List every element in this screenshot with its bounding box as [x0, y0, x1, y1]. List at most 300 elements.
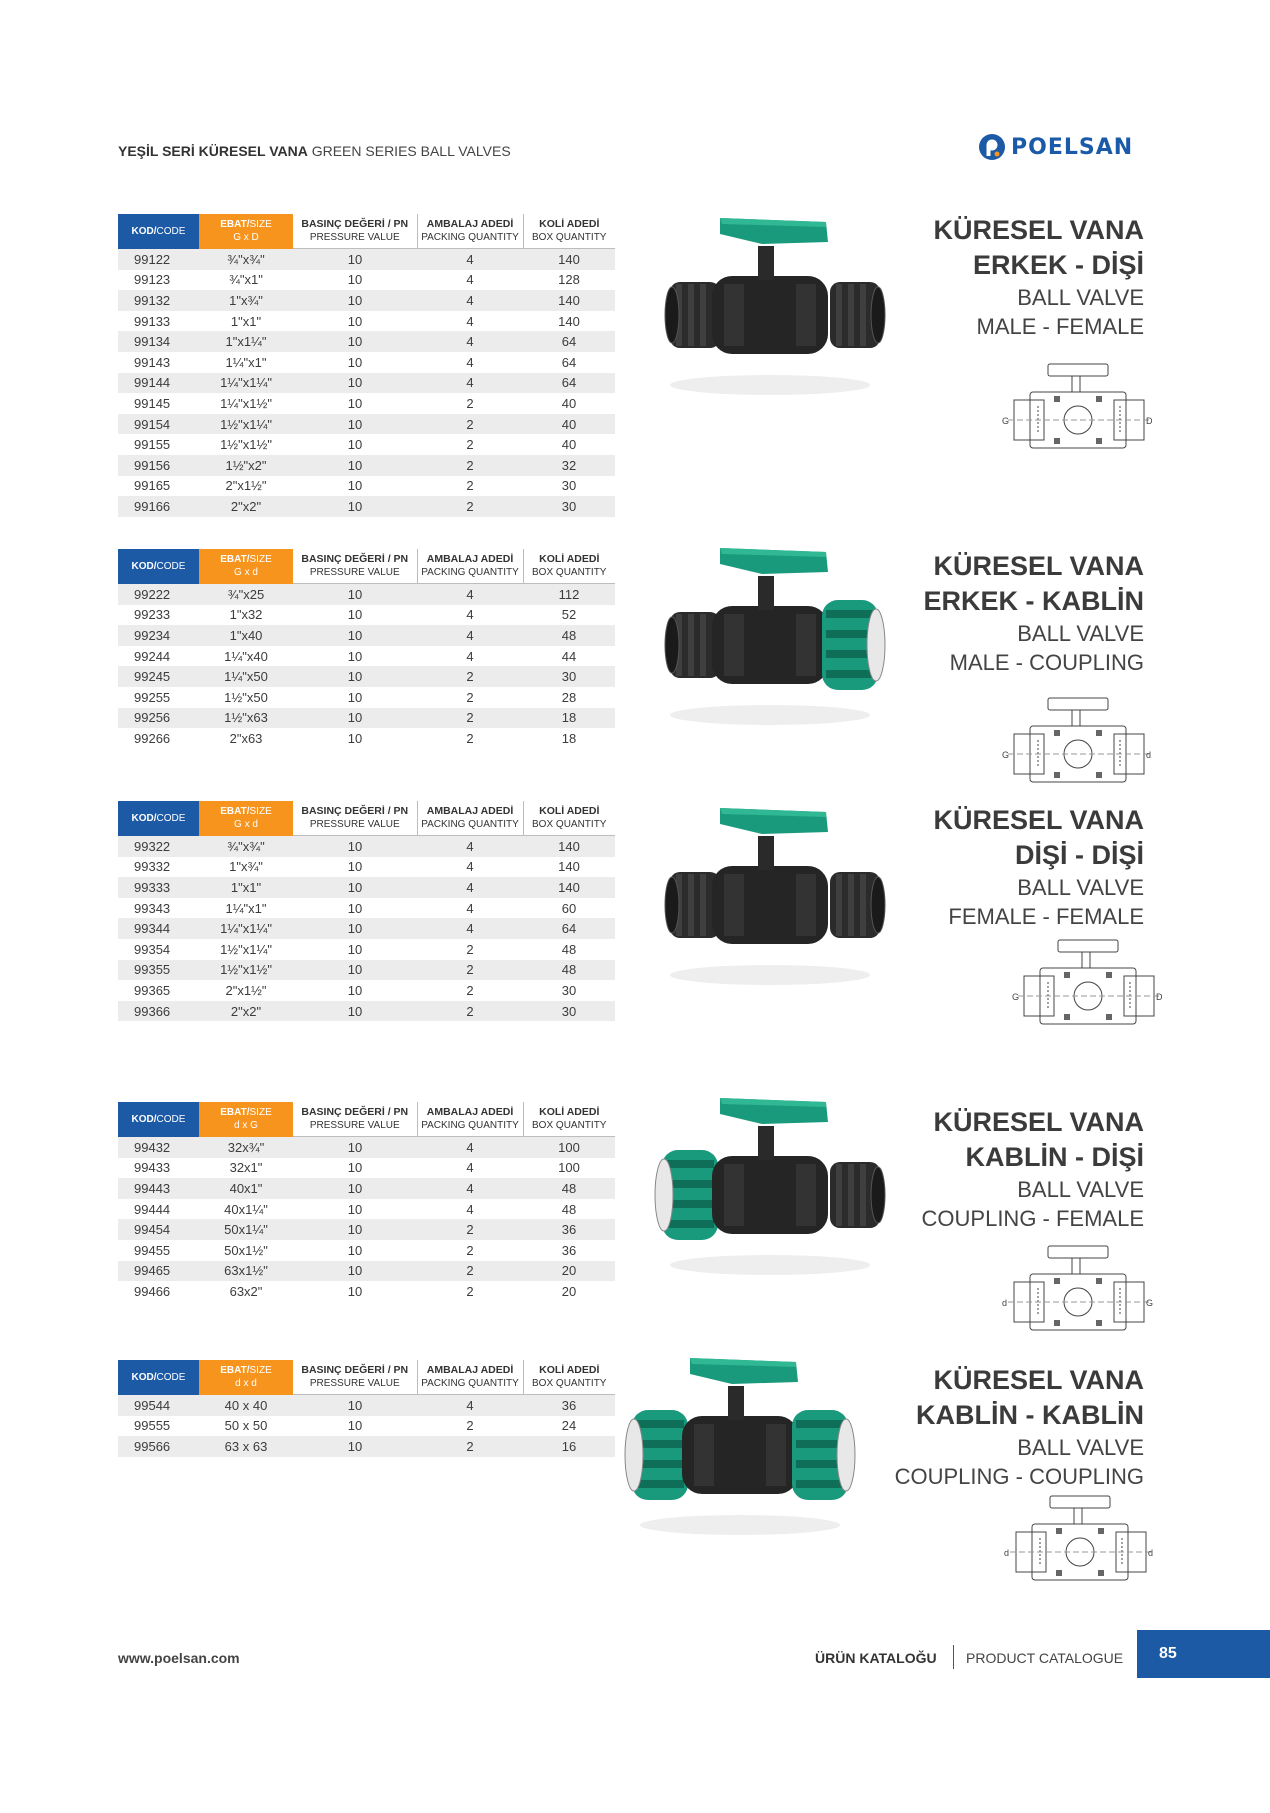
- cell-code: 99443: [118, 1178, 199, 1199]
- cell-size: 1"x1": [230, 313, 262, 329]
- cell-packing: 4: [466, 648, 474, 664]
- drawing-label-right: d: [1146, 750, 1152, 760]
- table-row: [118, 939, 615, 960]
- cell-code: 99322: [118, 836, 199, 857]
- cell-packing: 4: [417, 584, 523, 605]
- table-row: [118, 1137, 615, 1158]
- table-row: [118, 1178, 615, 1199]
- cell-code: 99555: [134, 1418, 171, 1434]
- table-header-row: [118, 549, 615, 584]
- product-subtitle-line1: BALL VALVE: [1017, 875, 1144, 900]
- cell-size: 1¼"x1": [225, 354, 267, 370]
- cell-box: 24: [561, 1418, 577, 1434]
- cell-code: 99332: [134, 859, 171, 875]
- technical-drawing: [1012, 938, 1163, 1033]
- cell-box: 64: [523, 331, 615, 352]
- cell-box: 30: [561, 478, 577, 494]
- cell-packing: 4: [417, 373, 523, 394]
- cell-pressure: 10: [293, 625, 417, 646]
- cell-size: 2"x63: [229, 730, 263, 746]
- cell-packing: 2: [466, 730, 474, 746]
- col-header-code: KOD/CODE: [118, 1360, 199, 1395]
- technical-drawing: [1002, 362, 1153, 457]
- cell-pressure: 10: [293, 331, 417, 352]
- spec-table: [118, 801, 615, 1021]
- table-row: [118, 476, 615, 497]
- cell-packing: 4: [417, 331, 523, 352]
- drawing-label-right: D: [1146, 416, 1153, 426]
- col-header-size: EBAT/SIZE G x d: [199, 801, 293, 836]
- col-header-box: KOLİ ADEDİ BOX QUANTITY: [523, 801, 615, 836]
- cell-code: 99145: [134, 395, 171, 411]
- cell-box: 52: [561, 607, 577, 623]
- cell-size: 1"x¾": [229, 859, 263, 875]
- cell-packing: 2: [466, 941, 474, 957]
- cell-packing: 4: [466, 607, 474, 623]
- cell-packing: 2: [466, 1418, 474, 1434]
- table-row: [118, 290, 615, 311]
- cell-packing: 2: [466, 689, 474, 705]
- cell-code: 99465: [118, 1261, 199, 1282]
- cell-packing: 4: [417, 877, 523, 898]
- cell-box: 36: [561, 1242, 577, 1258]
- cell-code: 99122: [118, 249, 199, 270]
- cell-box: 30: [523, 496, 615, 517]
- cell-size: 40 x 40: [199, 1395, 293, 1416]
- cell-code: 99222: [118, 584, 199, 605]
- cell-size: 2"x2": [199, 496, 293, 517]
- cell-pressure: 10: [347, 395, 363, 411]
- website-link[interactable]: www.poelsan.com: [118, 1650, 240, 1666]
- col-header-packing: AMBALAJ ADEDİ PACKING QUANTITY: [417, 549, 523, 584]
- cell-packing: 4: [466, 900, 474, 916]
- cell-packing: 4: [417, 625, 523, 646]
- cell-packing: 2: [417, 1436, 523, 1457]
- cell-box: 140: [523, 836, 615, 857]
- cell-packing: 4: [466, 354, 474, 370]
- cell-box: 16: [523, 1436, 615, 1457]
- cell-pressure: 10: [293, 836, 417, 857]
- spec-table: [118, 549, 615, 749]
- ball-valve-image: [620, 1340, 860, 1545]
- table-row: [118, 687, 615, 708]
- cell-box: 30: [523, 666, 615, 687]
- cell-code: 99256: [118, 708, 199, 729]
- cell-box: 40: [561, 437, 577, 453]
- cell-box: 48: [561, 941, 577, 957]
- cell-size: 1¼"x40: [224, 648, 268, 664]
- cell-code: 99144: [118, 373, 199, 394]
- cell-pressure: 10: [293, 1261, 417, 1282]
- cell-packing: 4: [466, 272, 474, 288]
- drawing-label-left: G: [1012, 992, 1020, 1002]
- footer-divider: [953, 1645, 954, 1669]
- cell-box: 18: [561, 730, 577, 746]
- cell-size: ¾"x¾": [199, 836, 293, 857]
- cell-packing: 4: [417, 1178, 523, 1199]
- cell-pressure: 10: [293, 708, 417, 729]
- cell-pressure: 10: [347, 1283, 363, 1299]
- size-unit: G x d: [234, 567, 258, 579]
- ball-valve-image: [650, 530, 890, 735]
- product-title: [933, 213, 1144, 341]
- col-header-pressure: BASINÇ DEĞERİ / PN PRESSURE VALUE: [293, 801, 417, 836]
- cell-pressure: 10: [293, 960, 417, 981]
- cell-pressure: 10: [293, 1395, 417, 1416]
- ball-valve-image: [650, 790, 890, 995]
- cell-pressure: 10: [293, 290, 417, 311]
- cell-box: 140: [523, 249, 615, 270]
- product-title: [922, 1105, 1144, 1233]
- cell-packing: 2: [417, 666, 523, 687]
- page-number: 85: [1137, 1630, 1270, 1678]
- product-title-line2: KABLİN - KABLİN: [916, 1400, 1144, 1430]
- table-row: [118, 1436, 615, 1457]
- cell-pressure: 10: [347, 859, 363, 875]
- cell-code: 99343: [134, 900, 171, 916]
- table-row: [118, 605, 615, 626]
- product-title-line2: DİŞİ - DİŞİ: [1014, 840, 1144, 870]
- cell-size: 50x1¼": [199, 1219, 293, 1240]
- product-title-line1: KÜRESEL VANA: [933, 215, 1144, 245]
- cell-box: 48: [523, 960, 615, 981]
- cell-pressure: 10: [347, 1242, 363, 1258]
- cell-pressure: 10: [293, 1001, 417, 1022]
- drawing-label-left: G: [1002, 416, 1010, 426]
- product-title: [895, 1363, 1144, 1491]
- table-row: [118, 455, 615, 476]
- cell-box: 30: [561, 982, 577, 998]
- product-title: [933, 803, 1144, 931]
- table-row: [118, 331, 615, 352]
- table-row: [118, 708, 615, 729]
- cell-pressure: 10: [347, 1418, 363, 1434]
- cell-box: 28: [561, 689, 577, 705]
- cell-code: 99266: [134, 730, 171, 746]
- cell-code: 99455: [134, 1242, 171, 1258]
- drawing-label-right: d: [1148, 1548, 1154, 1558]
- drawing-label-left: d: [1002, 1298, 1008, 1308]
- cell-code: 99245: [118, 666, 199, 687]
- product-subtitle-line2: COUPLING - COUPLING: [894, 1464, 1144, 1489]
- table-row: [118, 1240, 615, 1261]
- cell-size: 1"x1": [199, 877, 293, 898]
- cell-pressure: 10: [347, 900, 363, 916]
- cell-packing: 4: [417, 918, 523, 939]
- table-row: [118, 960, 615, 981]
- table-row: [118, 393, 615, 414]
- cell-box: 60: [561, 900, 577, 916]
- table-row: [118, 728, 615, 749]
- product-subtitle-line2: MALE - COUPLING: [949, 650, 1144, 675]
- col-header-packing: AMBALAJ ADEDİ PACKING QUANTITY: [417, 214, 523, 249]
- cell-code: 99365: [134, 982, 171, 998]
- cell-code: 99156: [118, 455, 199, 476]
- table-row: [118, 666, 615, 687]
- product-title-line1: KÜRESEL VANA: [933, 805, 1144, 835]
- cell-box: 20: [523, 1261, 615, 1282]
- table-row: [118, 625, 615, 646]
- product-subtitle-line2: COUPLING - FEMALE: [921, 1206, 1144, 1231]
- spec-table: [118, 1102, 615, 1302]
- col-header-packing: AMBALAJ ADEDİ PACKING QUANTITY: [417, 1102, 523, 1137]
- table-row: [118, 646, 615, 667]
- cell-pressure: 10: [293, 496, 417, 517]
- cell-pressure: 10: [293, 877, 417, 898]
- size-unit: d x G: [234, 1120, 258, 1132]
- size-unit: G x D: [233, 232, 259, 244]
- technical-drawing: [1004, 1494, 1154, 1589]
- cell-code: 99166: [118, 496, 199, 517]
- table-row: [118, 857, 615, 878]
- cell-code: 99544: [118, 1395, 199, 1416]
- table-header-row: [118, 1102, 615, 1137]
- cell-pressure: 10: [347, 1160, 363, 1176]
- table-row: [118, 1199, 615, 1220]
- drawing-label-right: G: [1146, 1298, 1154, 1308]
- cell-box: 30: [523, 1001, 615, 1022]
- size-unit: G x d: [234, 819, 258, 831]
- cell-code: 99466: [134, 1283, 171, 1299]
- cell-pressure: 10: [347, 1201, 363, 1217]
- cell-pressure: 10: [347, 478, 363, 494]
- cell-size: 1"x32: [229, 607, 263, 623]
- table-row: [118, 1395, 615, 1416]
- cell-box: 36: [523, 1395, 615, 1416]
- cell-code: 99354: [134, 941, 171, 957]
- col-header-size: EBAT/SIZE G x D: [199, 214, 293, 249]
- cell-size: 1½"x1¼": [220, 941, 272, 957]
- cell-code: 99255: [134, 689, 171, 705]
- col-header-packing: AMBALAJ ADEDİ PACKING QUANTITY: [417, 1360, 523, 1395]
- cell-pressure: 10: [347, 437, 363, 453]
- spec-table: [118, 1360, 615, 1457]
- table-row: [118, 434, 615, 455]
- cell-pressure: 10: [293, 249, 417, 270]
- cell-size: 1¼"x1¼": [199, 373, 293, 394]
- cell-pressure: 10: [293, 584, 417, 605]
- cell-pressure: 10: [293, 1436, 417, 1457]
- cell-size: 63 x 63: [199, 1436, 293, 1457]
- cell-pressure: 10: [347, 648, 363, 664]
- cell-box: 140: [523, 290, 615, 311]
- cell-box: 64: [523, 373, 615, 394]
- cell-packing: 4: [466, 1160, 474, 1176]
- cell-size: 1¼"x1¼": [199, 918, 293, 939]
- cell-pressure: 10: [347, 689, 363, 705]
- cell-size: 1¼"x1": [225, 900, 267, 916]
- poelsan-logo: [977, 132, 1133, 162]
- table-header-row: [118, 214, 615, 249]
- table-row: [118, 414, 615, 435]
- cell-box: 140: [558, 313, 580, 329]
- table-row: [118, 352, 615, 373]
- cell-box: 48: [523, 1178, 615, 1199]
- table-row: [118, 1219, 615, 1240]
- cell-pressure: 10: [293, 918, 417, 939]
- table-row: [118, 584, 615, 605]
- product-title-line1: KÜRESEL VANA: [933, 1107, 1144, 1137]
- col-header-box: KOLİ ADEDİ BOX QUANTITY: [523, 1102, 615, 1137]
- cell-packing: 4: [417, 1137, 523, 1158]
- cell-size: 32x1": [229, 1160, 263, 1176]
- cell-packing: 2: [417, 496, 523, 517]
- series-title: [118, 143, 511, 159]
- cell-box: 36: [523, 1219, 615, 1240]
- cell-packing: 2: [466, 478, 474, 494]
- product-title-line1: KÜRESEL VANA: [933, 551, 1144, 581]
- cell-packing: 4: [417, 290, 523, 311]
- table-header-row: [118, 1360, 615, 1395]
- drawing-label-right: D: [1156, 992, 1163, 1002]
- product-subtitle-line2: MALE - FEMALE: [976, 314, 1144, 339]
- cell-packing: 4: [466, 859, 474, 875]
- table-row: [118, 249, 615, 270]
- spec-table: [118, 214, 615, 517]
- table-row: [118, 373, 615, 394]
- col-header-code: KOD/CODE: [118, 214, 199, 249]
- cell-box: 112: [523, 584, 615, 605]
- cell-code: 99134: [118, 331, 199, 352]
- col-header-size: EBAT/SIZE G x d: [199, 549, 293, 584]
- cell-size: 40x1¼": [224, 1201, 268, 1217]
- drawing-label-left: d: [1004, 1548, 1010, 1558]
- cell-pressure: 10: [347, 607, 363, 623]
- cell-pressure: 10: [293, 1137, 417, 1158]
- product-subtitle-line2: FEMALE - FEMALE: [948, 904, 1144, 929]
- cell-box: 18: [523, 708, 615, 729]
- ball-valve-image: [650, 1080, 890, 1285]
- cell-size: 1½"x2": [199, 455, 293, 476]
- cell-box: 100: [558, 1160, 580, 1176]
- cell-code: 99154: [118, 414, 199, 435]
- cell-packing: 4: [466, 313, 474, 329]
- cell-packing: 2: [417, 960, 523, 981]
- cell-pressure: 10: [293, 414, 417, 435]
- logo-text: POELSAN: [1011, 134, 1134, 160]
- cell-packing: 2: [417, 1001, 523, 1022]
- col-header-code: KOD/CODE: [118, 549, 199, 584]
- cell-code: 99355: [118, 960, 199, 981]
- col-header-pressure: BASINÇ DEĞERİ / PN PRESSURE VALUE: [293, 1102, 417, 1137]
- product-subtitle-line1: BALL VALVE: [1017, 621, 1144, 646]
- technical-drawing: [1002, 1244, 1154, 1339]
- col-header-code: KOD/CODE: [118, 1102, 199, 1137]
- cell-pressure: 10: [293, 1219, 417, 1240]
- cell-code: 99132: [118, 290, 199, 311]
- table-row: [118, 877, 615, 898]
- cell-code: 99366: [118, 1001, 199, 1022]
- cell-pressure: 10: [347, 730, 363, 746]
- cell-box: 64: [523, 918, 615, 939]
- table-row: [118, 980, 615, 1001]
- cell-code: 99344: [118, 918, 199, 939]
- cell-pressure: 10: [347, 982, 363, 998]
- cell-packing: 2: [417, 1219, 523, 1240]
- cell-code: 99143: [134, 354, 171, 370]
- cell-box: 140: [558, 859, 580, 875]
- cell-size: 1½"x1½": [220, 437, 272, 453]
- size-unit: d x d: [235, 1378, 257, 1390]
- product-subtitle-line1: BALL VALVE: [1017, 1435, 1144, 1460]
- col-header-code: KOD/CODE: [118, 801, 199, 836]
- cell-pressure: 10: [293, 373, 417, 394]
- cell-code: 99433: [134, 1160, 171, 1176]
- cell-code: 99244: [134, 648, 171, 664]
- cell-size: 1¼"x50: [199, 666, 293, 687]
- cell-size: 2"x1½": [225, 982, 267, 998]
- col-header-size: EBAT/SIZE d x d: [199, 1360, 293, 1395]
- cell-size: 63x1½": [199, 1261, 293, 1282]
- technical-drawing: [1002, 696, 1152, 791]
- cell-box: 40: [523, 414, 615, 435]
- col-header-size: EBAT/SIZE d x G: [199, 1102, 293, 1137]
- cell-box: 40: [561, 395, 577, 411]
- cell-size: 50x1½": [224, 1242, 268, 1258]
- table-row: [118, 1001, 615, 1022]
- product-title-line1: KÜRESEL VANA: [933, 1365, 1144, 1395]
- cell-size: 40x1": [199, 1178, 293, 1199]
- table-row: [118, 496, 615, 517]
- col-header-pressure: BASINÇ DEĞERİ / PN PRESSURE VALUE: [293, 214, 417, 249]
- table-row: [118, 1158, 615, 1179]
- catalog-label-en: PRODUCT CATALOGUE: [966, 1650, 1124, 1666]
- cell-code: 99233: [134, 607, 171, 623]
- product-title-line2: ERKEK - DİŞİ: [972, 250, 1144, 280]
- cell-size: 1"x¾": [199, 290, 293, 311]
- cell-pressure: 10: [347, 272, 363, 288]
- table-row: [118, 1416, 615, 1437]
- cell-packing: 2: [466, 437, 474, 453]
- col-header-box: KOLİ ADEDİ BOX QUANTITY: [523, 549, 615, 584]
- cell-code: 99432: [118, 1137, 199, 1158]
- cell-box: 128: [558, 272, 580, 288]
- cell-size: ¾"x25: [199, 584, 293, 605]
- table-header-row: [118, 801, 615, 836]
- cell-pressure: 10: [293, 455, 417, 476]
- cell-packing: 4: [417, 249, 523, 270]
- cell-box: 20: [561, 1283, 577, 1299]
- cell-size: ¾"x¾": [199, 249, 293, 270]
- product-title: [924, 549, 1145, 677]
- ball-valve-image: [650, 200, 890, 405]
- cell-packing: 4: [466, 1201, 474, 1217]
- col-header-pressure: BASINÇ DEĞERİ / PN PRESSURE VALUE: [293, 1360, 417, 1395]
- cell-box: 32: [523, 455, 615, 476]
- cell-size: 1½"x63: [199, 708, 293, 729]
- cell-pressure: 10: [293, 666, 417, 687]
- table-row: [118, 1281, 615, 1302]
- cell-code: 99444: [134, 1201, 171, 1217]
- product-title-line2: KABLİN - DİŞİ: [965, 1142, 1144, 1172]
- cell-box: 44: [561, 648, 577, 664]
- cell-box: 48: [523, 625, 615, 646]
- cell-pressure: 10: [347, 941, 363, 957]
- cell-code: 99566: [118, 1436, 199, 1457]
- catalog-label-tr: ÜRÜN KATALOĞU: [815, 1650, 937, 1666]
- poelsan-logo-icon: [977, 132, 1007, 162]
- cell-code: 99454: [118, 1219, 199, 1240]
- cell-size: 63x2": [229, 1283, 263, 1299]
- cell-pressure: 10: [347, 354, 363, 370]
- cell-packing: 2: [417, 414, 523, 435]
- cell-code: 99234: [118, 625, 199, 646]
- table-row: [118, 311, 615, 332]
- cell-box: 64: [561, 354, 577, 370]
- cell-pressure: 10: [347, 313, 363, 329]
- table-row: [118, 1261, 615, 1282]
- cell-box: 48: [561, 1201, 577, 1217]
